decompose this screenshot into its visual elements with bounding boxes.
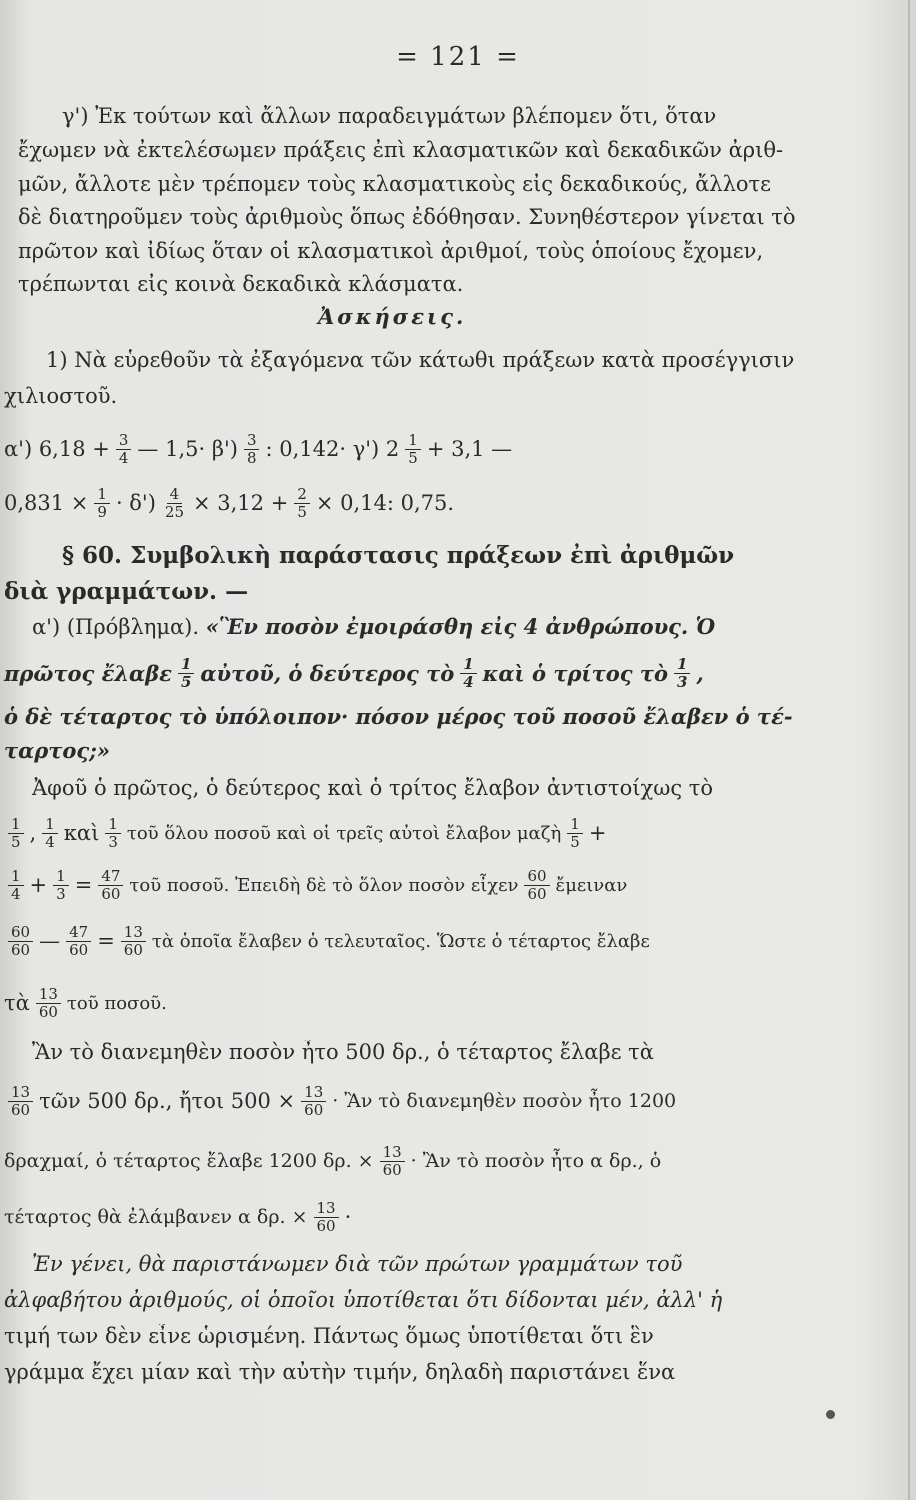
math-text: × 3,12 + <box>193 491 289 515</box>
solution-text: , <box>29 821 37 845</box>
fraction <box>36 986 61 1021</box>
numerator: 1 <box>8 816 24 834</box>
numerator: 13 <box>380 1144 405 1162</box>
solution-line-2 <box>0 810 916 856</box>
solution-line-1: Ἀφοῦ ὁ πρῶτος, ὁ δεύτερος καὶ ὁ τρίτος ἔλαβον ἀντιστοίχως τὸ <box>32 776 714 800</box>
example-text: · Ἂν τὸ διανεμηθὲν ποσὸν ἦτο 1200 <box>332 1090 677 1112</box>
solution-text: + <box>29 873 48 897</box>
problem-text: καὶ ὁ τρίτος τὸ <box>482 660 668 686</box>
numerator: 1 <box>674 656 690 674</box>
ink-spot <box>826 1410 835 1419</box>
fraction <box>567 816 583 851</box>
denominator: 60 <box>304 1100 324 1119</box>
denominator: 5 <box>11 832 21 851</box>
solution-line-3 <box>0 862 916 908</box>
solution-line-5 <box>0 980 916 1026</box>
solution-text: τοῦ ποσοῦ. Ἐπειδὴ δὲ τὸ ὅλον ποσὸν εἶχεν <box>129 874 519 896</box>
solution-text: = <box>74 873 93 897</box>
fraction <box>314 1200 339 1235</box>
denominator: 5 <box>180 672 192 691</box>
fraction <box>121 924 146 959</box>
fraction <box>105 816 121 851</box>
numerator: 4 <box>167 486 183 504</box>
solution-text: καὶ <box>63 821 100 845</box>
problem-label: α') (Πρόβλημα). <box>32 615 200 639</box>
example-line-3 <box>0 1136 916 1186</box>
fraction <box>301 1084 326 1119</box>
denominator: 60 <box>101 884 121 903</box>
general-text: Ἐν γένει, θὰ παριστάνωμεν διὰ τῶν πρώτων γραμμάτων τοῦ <box>32 1252 683 1276</box>
exercise-math-line-2 <box>0 478 916 528</box>
example-line-2 <box>0 1076 916 1126</box>
math-text: α') 6,18 + <box>4 437 110 461</box>
numerator: 47 <box>98 868 123 886</box>
numerator: 13 <box>121 924 146 942</box>
numerator: 1 <box>42 816 58 834</box>
paragraph-line: μῶν, ἄλλοτε μὲν τρέπομεν τοὺς κλασματικοὺς εἰς δεκαδικούς, ἄλλοτε <box>18 172 772 196</box>
fraction <box>405 432 421 467</box>
solution-text: + <box>588 821 607 845</box>
solution-text: τοῦ ποσοῦ. <box>66 992 167 1014</box>
fraction <box>53 868 69 903</box>
denominator: 8 <box>246 448 257 467</box>
numerator: 13 <box>36 986 61 1004</box>
solution-text: = <box>97 929 115 953</box>
denominator: 60 <box>316 1216 336 1235</box>
denominator: 5 <box>408 448 418 467</box>
section-heading-line-2: διὰ γραμμάτων. — <box>4 578 249 605</box>
math-text: × 0,14: 0,75. <box>315 491 455 515</box>
denominator: 5 <box>297 502 307 521</box>
fraction <box>8 924 33 959</box>
problem-text: , <box>696 660 704 686</box>
numerator: 1 <box>178 656 194 674</box>
solution-text: τὰ <box>4 991 30 1015</box>
numerator: 60 <box>524 868 549 886</box>
section-title: Συμβολικὴ παράστασις πράξεων ἐπὶ ἀριθμῶν <box>130 542 735 569</box>
numerator: 3 <box>244 432 260 450</box>
paragraph-line: δὲ διατηροῦμεν τοὺς ἀριθμοὺς ὅπως ἐδόθησαν. Συνηθέστερον γίνεται τὸ <box>18 205 796 229</box>
numerator: 1 <box>8 868 24 886</box>
paragraph-line: πρῶτον καὶ ἰδίως ὅταν οἱ κλασματικοὶ ἀριθμοί, τοὺς ὁποίους ἔχομεν, <box>18 239 764 263</box>
numerator: 1 <box>567 816 583 834</box>
problem-line-3: ὁ δὲ τέταρτος τὸ ὑπόλοιπον· πόσον μέρος τοῦ ποσοῦ ἔλαβεν ὁ τέ- <box>4 704 793 729</box>
fraction <box>674 656 690 691</box>
exercise-math-line-1 <box>0 424 916 474</box>
paragraph-line: ἔχωμεν νὰ ἐκτελέσωμεν πράξεις ἐπὶ κλασματικῶν καὶ δεκαδικῶν ἀριθ- <box>18 138 784 162</box>
denominator: 60 <box>11 940 31 959</box>
fraction <box>244 432 260 467</box>
example-text: τέταρτος θὰ ἐλάμβανεν α δρ. × <box>4 1206 308 1228</box>
solution-text: — <box>39 929 61 953</box>
denominator: 60 <box>11 1100 31 1119</box>
denominator: 3 <box>676 672 688 691</box>
denominator: 4 <box>45 832 55 851</box>
numerator: 47 <box>66 924 91 942</box>
problem-text: πρῶτος ἔλαβε <box>4 660 172 686</box>
fraction <box>8 816 24 851</box>
example-text: τῶν 500 δρ., ἤτοι 500 × <box>39 1089 296 1113</box>
section-number: § 60. <box>62 542 123 569</box>
math-text: · δ') <box>115 491 156 515</box>
general-line: γράμμα ἔχει μίαν καὶ τὴν αὐτὴν τιμήν, δηλαδὴ παριστάνει ἕνα <box>4 1360 676 1384</box>
fraction <box>460 656 476 691</box>
numerator: 1 <box>405 432 421 450</box>
solution-text: τοῦ ὅλου ποσοῦ καὶ οἱ τρεῖς αὐτοὶ ἔλαβον μαζὴ <box>126 822 562 844</box>
denominator: 60 <box>382 1160 402 1179</box>
denominator: 60 <box>38 1002 58 1021</box>
exercise-intro-line: 1) Νὰ εὑρεθοῦν τὰ ἐξαγόμενα τῶν κάτωθι πράξεων κατὰ προσέγγισιν <box>46 348 795 372</box>
numerator: 13 <box>8 1084 33 1102</box>
section-heading-line-1 <box>0 542 916 569</box>
paragraph-line: γ') Ἐκ τούτων καὶ ἄλλων παραδειγμάτων βλέπομεν ὅτι, ὅταν <box>62 104 717 128</box>
paragraph-line: τρέπωνται εἰς κοινὰ δεκαδικὰ κλάσματα. <box>18 272 464 296</box>
denominator: 3 <box>108 832 118 851</box>
general-line: τιμή των δὲν εἶνε ὡρισμένη. Πάντως ὅμως ὑποτίθεται ὅτι ἓν <box>4 1324 654 1348</box>
problem-text: αὐτοῦ, ὁ δεύτερος τὸ <box>200 660 455 686</box>
example-text: δραχμαί, ὁ τέταρτος ἔλαβε 1200 δρ. × <box>4 1150 374 1172</box>
exercise-intro-line: χιλιοστοῦ. <box>4 384 118 408</box>
example-text: · Ἂν τὸ ποσὸν ἦτο α δρ., ὁ <box>410 1150 662 1172</box>
denominator: 60 <box>69 940 89 959</box>
math-text: 0,831 × <box>4 491 89 515</box>
fraction <box>162 486 187 521</box>
numerator: 1 <box>460 656 476 674</box>
numerator: 1 <box>105 816 121 834</box>
solution-line-4 <box>0 918 916 964</box>
problem-line-4: ταρτος;» <box>4 738 111 763</box>
general-line: ἀλφαβήτου ἀριθμούς, οἱ ὁποῖοι ὑποτίθεται ὅτι δίδονται μέν, ἀλλ' ἡ <box>4 1288 723 1312</box>
numerator: 3 <box>116 432 132 450</box>
numerator: 2 <box>294 486 310 504</box>
fraction <box>116 432 132 467</box>
fraction <box>524 868 549 903</box>
problem-line-2 <box>0 650 916 696</box>
denominator: 60 <box>527 884 547 903</box>
math-text: — 1,5· β') <box>137 437 238 461</box>
example-line-4 <box>0 1192 916 1242</box>
math-text: + 3,1 — <box>426 437 513 461</box>
fraction <box>294 486 310 521</box>
numerator: 13 <box>314 1200 339 1218</box>
page-number: = 121 = <box>396 42 520 72</box>
problem-line-1 <box>0 614 916 639</box>
numerator: 60 <box>8 924 33 942</box>
denominator: 25 <box>164 502 184 521</box>
solution-text: ἔμειναν <box>555 874 628 896</box>
solution-text: τὰ ὁποῖα ἔλαβεν ὁ τελευταῖος. Ὥστε ὁ τέταρτος ἔλαβε <box>151 930 650 952</box>
math-text: : 0,142· γ') 2 <box>265 437 400 461</box>
problem-text: «Ἓν ποσὸν ἐμοιράσθη εἰς 4 ἀνθρώπους. Ὁ <box>205 614 716 639</box>
exercises-heading: Ἀσκήσεις. <box>318 304 467 329</box>
fraction <box>66 924 91 959</box>
fraction <box>42 816 58 851</box>
general-line <box>0 1252 916 1276</box>
numerator: 1 <box>53 868 69 886</box>
denominator: 3 <box>56 884 66 903</box>
fraction <box>178 656 194 691</box>
fraction <box>8 1084 33 1119</box>
denominator: 60 <box>123 940 143 959</box>
denominator: 4 <box>118 448 129 467</box>
numerator: 13 <box>301 1084 326 1102</box>
example-text: · <box>344 1205 352 1229</box>
numerator: 1 <box>94 486 110 504</box>
fraction <box>380 1144 405 1179</box>
denominator: 4 <box>11 884 21 903</box>
denominator: 5 <box>570 832 580 851</box>
example-line-1: Ἂν τὸ διανεμηθὲν ποσὸν ἦτο 500 δρ., ὁ τέταρτος ἔλαβε τὰ <box>32 1040 654 1064</box>
denominator: 9 <box>97 502 107 521</box>
fraction <box>8 868 24 903</box>
fraction <box>94 486 110 521</box>
denominator: 4 <box>463 672 474 691</box>
fraction <box>98 868 123 903</box>
